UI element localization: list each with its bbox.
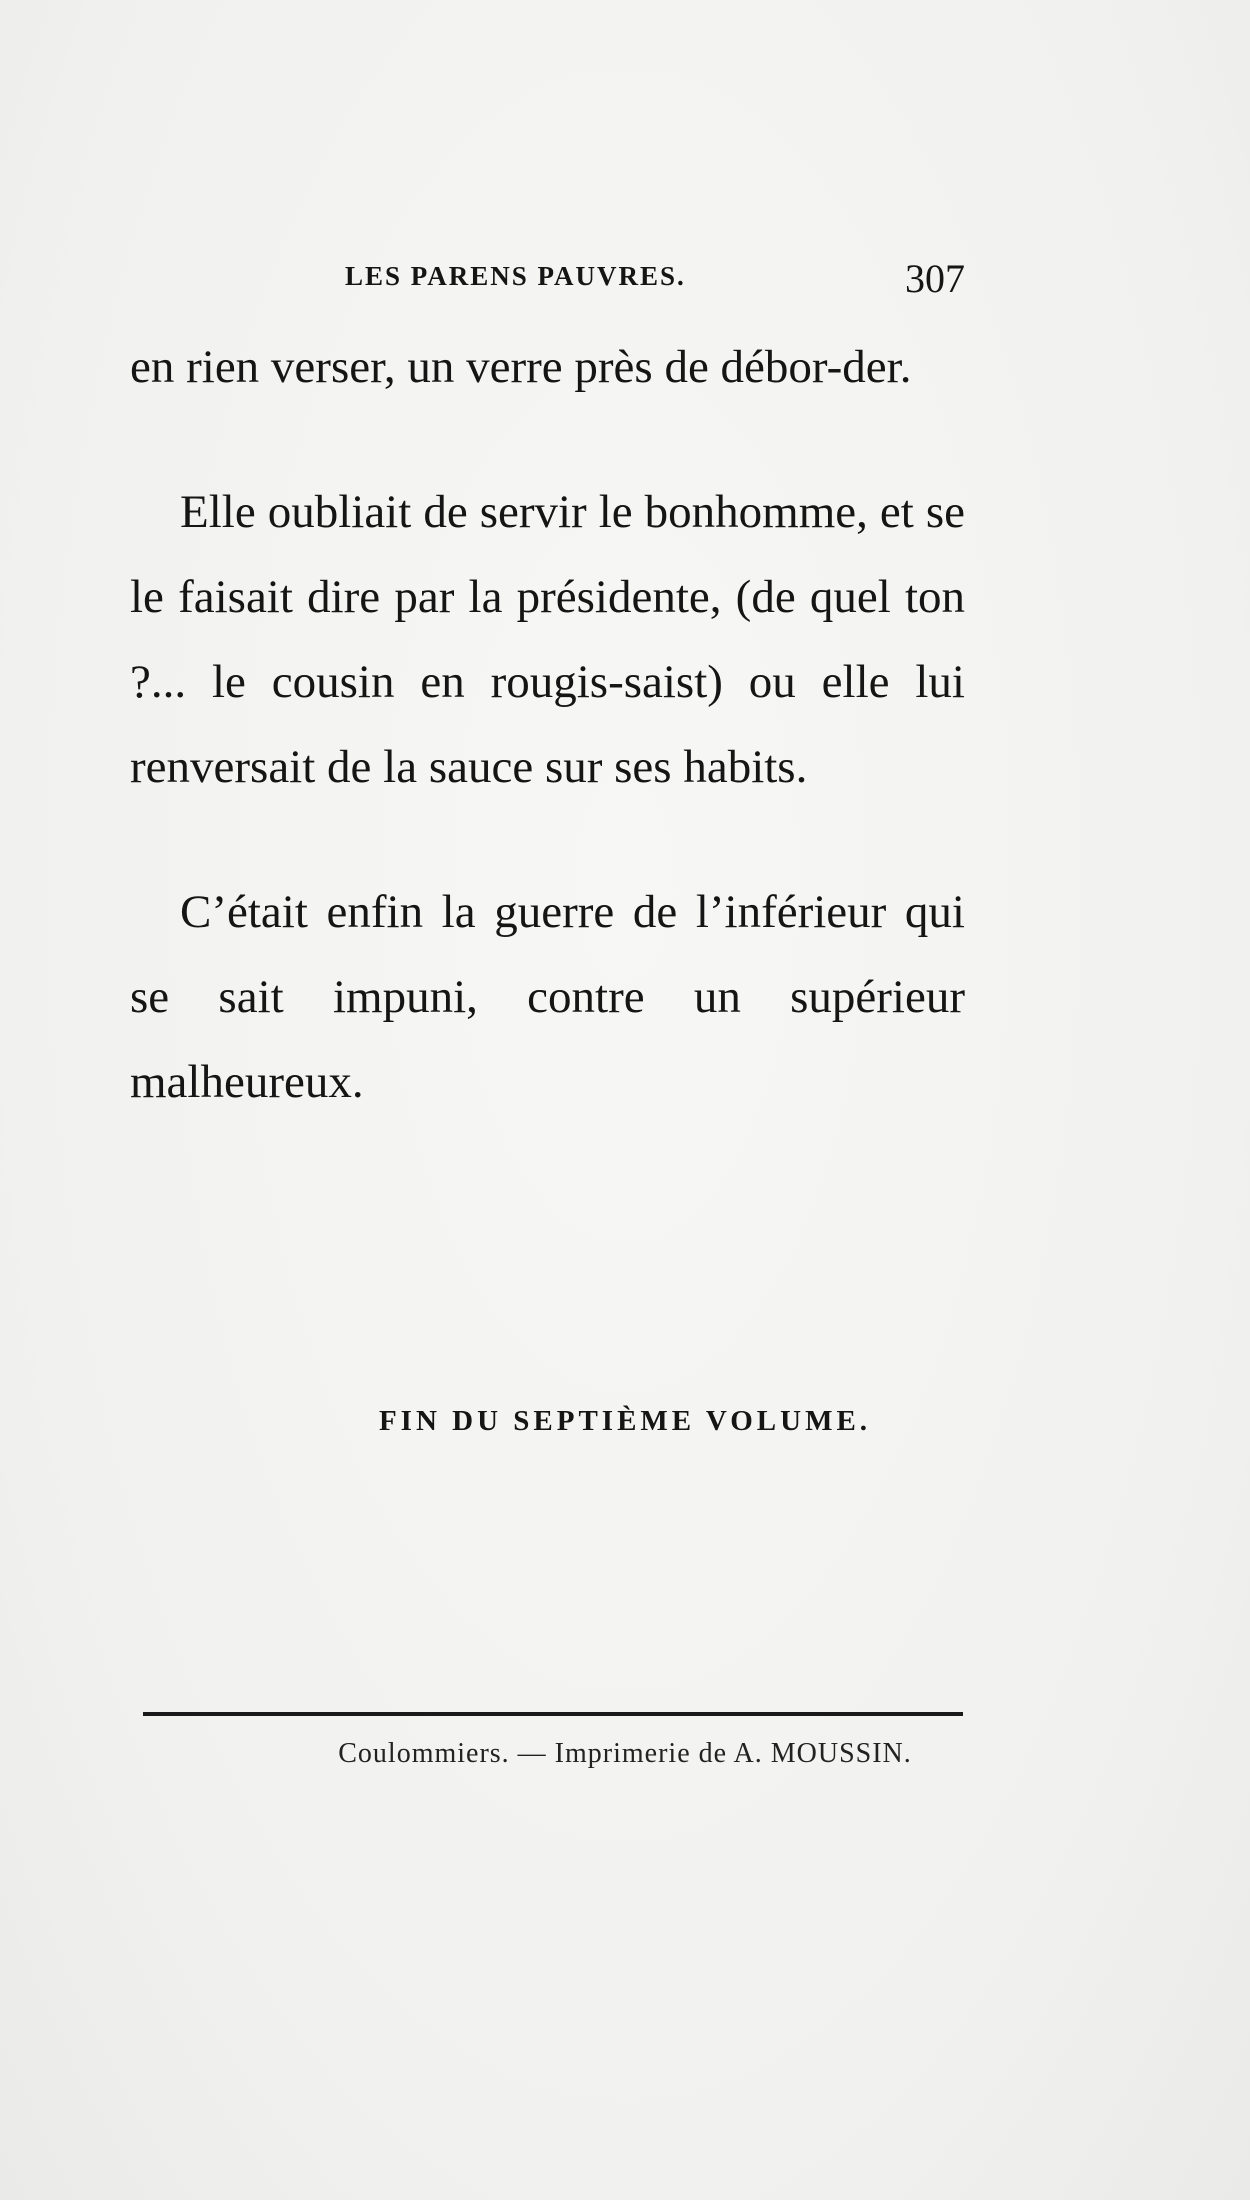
paragraph-guerre-inferieur: C’était enfin la guerre de l’inférieur qui se sait impuni, contre un supérieur malheureux. xyxy=(130,886,965,1108)
running-title: LES PARENS PAUVRES. xyxy=(345,261,686,291)
body-text xyxy=(130,325,965,1185)
horizontal-rule xyxy=(143,1712,963,1716)
volume-end-colophon: FIN DU SEPTIÈME VOLUME. xyxy=(378,1405,872,1437)
paragraph-servir-bonhomme: Elle oubliait de servir le bonhomme, et se le faisait dire par la présidente, (de quel ton ?... le cousin en rougis-saist) ou elle lui renversait de la sauce sur ses habits. xyxy=(130,486,965,793)
page-number: 307 xyxy=(905,256,965,301)
running-head xyxy=(130,255,965,305)
printer-imprint: Coulommiers. — Imprimerie de A. MOUSSIN. xyxy=(338,1738,912,1769)
paragraph-continuation: en rien verser, un verre près de débor-der. xyxy=(130,341,912,393)
